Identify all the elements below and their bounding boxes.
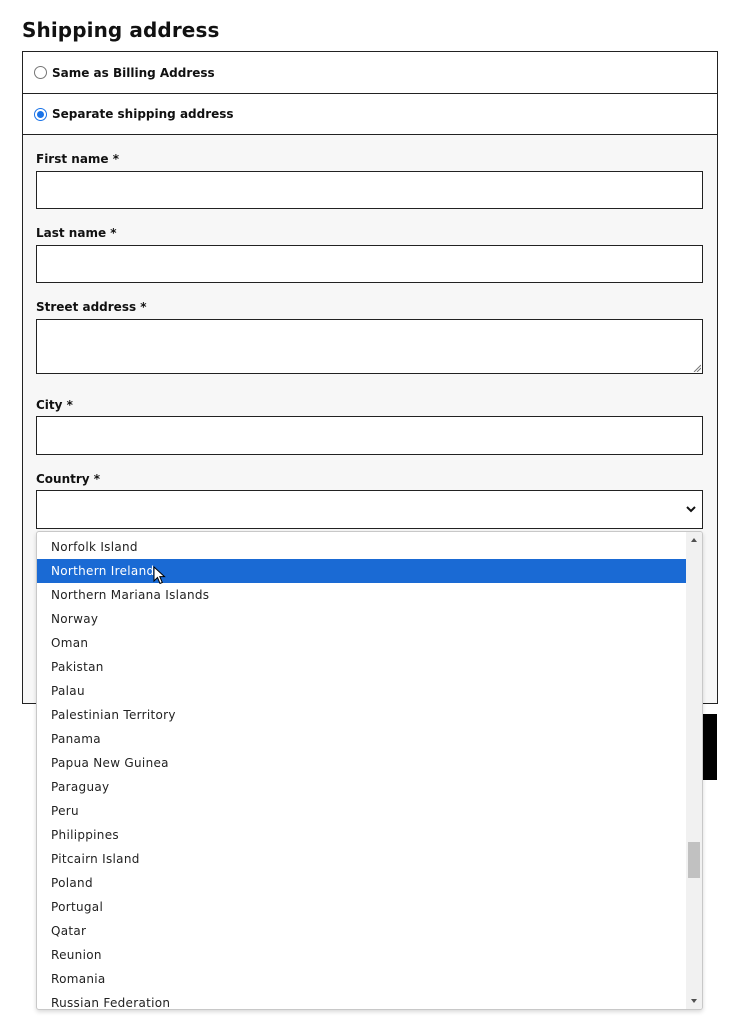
country-option[interactable]: Philippines: [51, 828, 119, 842]
country-option[interactable]: Palau: [51, 684, 85, 698]
separate-shipping-option[interactable]: [23, 94, 717, 135]
scroll-down-arrow-icon[interactable]: [686, 993, 702, 1009]
country-option[interactable]: Pitcairn Island: [51, 852, 140, 866]
country-label: Country *: [36, 472, 101, 486]
same-as-billing-option[interactable]: [23, 52, 717, 94]
country-option[interactable]: Portugal: [51, 900, 104, 914]
country-option-selected[interactable]: Northern Ireland: [37, 559, 686, 583]
page-title: Shipping address: [22, 18, 220, 42]
scroll-up-arrow-icon[interactable]: [686, 532, 702, 548]
country-option[interactable]: Norway: [51, 612, 99, 626]
street-address-label: Street address *: [36, 300, 147, 314]
country-option[interactable]: Peru: [51, 804, 79, 818]
same-as-billing-radio[interactable]: [34, 66, 47, 79]
country-option[interactable]: Poland: [51, 876, 93, 890]
country-option[interactable]: Romania: [51, 972, 106, 986]
country-option[interactable]: Qatar: [51, 924, 87, 938]
separate-shipping-label: Separate shipping address: [52, 107, 234, 121]
chevron-down-icon: [684, 502, 698, 516]
dropdown-scrollbar[interactable]: [686, 532, 702, 1009]
first-name-input[interactable]: [36, 171, 703, 209]
first-name-label: First name *: [36, 152, 120, 166]
country-option[interactable]: Pakistan: [51, 660, 104, 674]
separate-shipping-radio[interactable]: [34, 108, 47, 121]
same-as-billing-label: Same as Billing Address: [52, 65, 215, 80]
country-option[interactable]: Oman: [51, 636, 89, 650]
city-input[interactable]: [36, 416, 703, 455]
country-option[interactable]: Norfolk Island: [51, 540, 138, 554]
resize-grip-icon[interactable]: [693, 364, 701, 372]
country-option[interactable]: Palestinian Territory: [51, 708, 176, 722]
street-address-textarea[interactable]: [36, 319, 703, 374]
country-option[interactable]: Papua New Guinea: [51, 756, 169, 770]
country-option[interactable]: Reunion: [51, 948, 102, 962]
last-name-input[interactable]: [36, 245, 703, 283]
country-option[interactable]: Russian Federation: [51, 996, 171, 1010]
country-option[interactable]: Northern Mariana Islands: [51, 588, 210, 602]
city-label: City *: [36, 398, 73, 412]
mouse-pointer-icon: [153, 566, 167, 586]
country-dropdown-list[interactable]: [36, 531, 703, 1010]
last-name-label: Last name *: [36, 226, 117, 240]
country-select[interactable]: [36, 490, 703, 529]
country-option[interactable]: Paraguay: [51, 780, 110, 794]
scrollbar-thumb[interactable]: [688, 842, 700, 878]
country-option[interactable]: Panama: [51, 732, 101, 746]
